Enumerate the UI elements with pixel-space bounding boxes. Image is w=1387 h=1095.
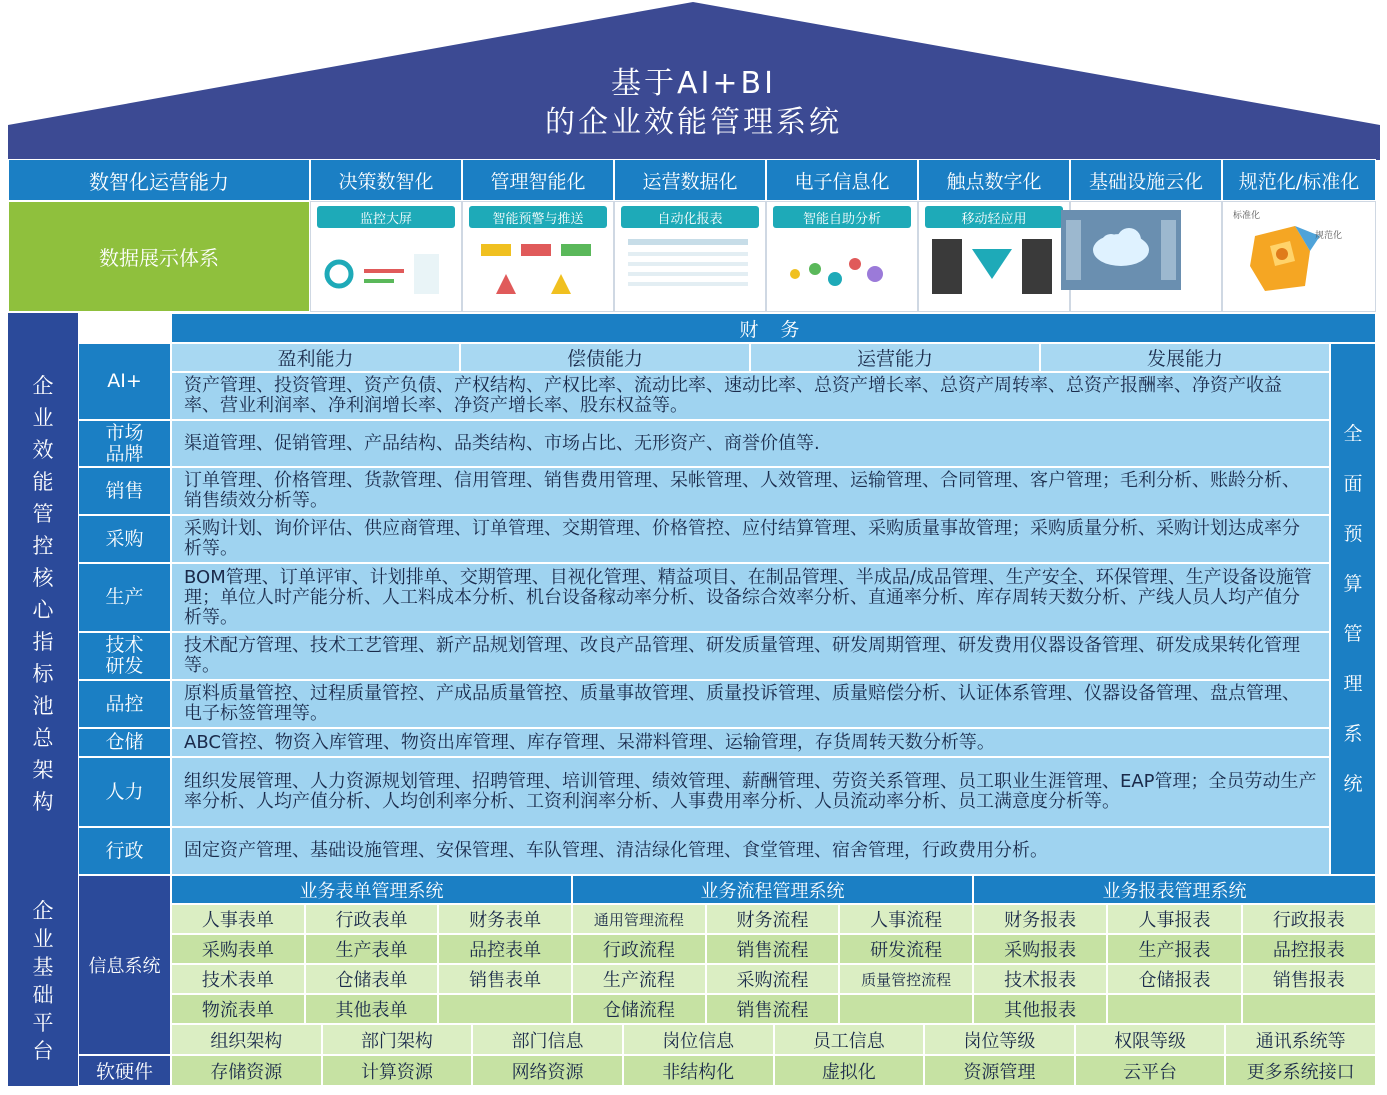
system-cell: 人事表单 <box>171 904 305 934</box>
dashboard-thumbnail <box>1070 201 1222 312</box>
row-indicator-content: 渠道管理、促销管理、产品结构、品类结构、市场占比、无形资产、商誉价值等. <box>171 420 1330 467</box>
thumbnail-title: 智能自助分析 <box>773 206 911 228</box>
dashboard-thumbnail <box>462 201 614 312</box>
row-category-label: 人力 <box>78 757 171 827</box>
hardware-resource-cell: 更多系统接口 <box>1225 1055 1376 1086</box>
system-cell: 财务流程 <box>706 904 840 934</box>
system-cell: 品控报表 <box>1242 934 1376 964</box>
org-info-cell: 岗位等级 <box>924 1024 1075 1055</box>
thumbnail-title: 自动化报表 <box>621 206 759 228</box>
hardware-resource-cell: 网络资源 <box>472 1055 623 1086</box>
base-platform-vertical-label <box>8 875 78 1086</box>
core-indicator-vertical-label <box>8 313 78 875</box>
dashboard-thumbnail <box>1222 201 1376 312</box>
capability-tab: 管理智能化 <box>462 159 614 201</box>
budget-system-vertical-label <box>1330 343 1376 875</box>
ops-capability-label: 数智化运营能力 <box>8 159 310 201</box>
dashboard-thumbnail <box>310 201 462 312</box>
system-cell: 生产流程 <box>572 964 706 994</box>
system-header: 业务流程管理系统 <box>572 875 973 904</box>
system-cell: 行政表单 <box>305 904 439 934</box>
row-indicator-content: 固定资产管理、基础设施管理、安保管理、车队管理、清洁绿化管理、食堂管理、宿舍管理，行政费用分析。 <box>171 827 1330 875</box>
finance-capability: 盈利能力 <box>171 343 460 372</box>
capability-tab: 运营数据化 <box>614 159 766 201</box>
system-cell <box>839 994 973 1024</box>
org-info-cell: 组织架构 <box>171 1024 322 1055</box>
capability-tab: 电子信息化 <box>766 159 918 201</box>
system-cell: 其他报表 <box>973 994 1107 1024</box>
system-cell: 销售流程 <box>706 934 840 964</box>
row-category-label: AI+ <box>78 343 171 420</box>
org-info-cell: 部门架构 <box>322 1024 473 1055</box>
system-cell: 质量管控流程 <box>839 964 973 994</box>
capability-tab: 决策数智化 <box>310 159 462 201</box>
system-cell <box>1242 994 1376 1024</box>
vertical-text: 企 业 基 础 平 台 <box>32 898 54 1063</box>
system-cell: 技术报表 <box>973 964 1107 994</box>
system-cell: 销售报表 <box>1242 964 1376 994</box>
row-indicator-content: 资产管理、投资管理、资产负债、产权结构、产权比率、流动比率、速动比率、总资产增长率、总资产周转率、总资产报酬率、净资产收益率、营业利润率、净利润增长率、净资产增长率、股东权益等。 <box>171 372 1330 420</box>
system-cell: 技术表单 <box>171 964 305 994</box>
row-indicator-content: 订单管理、价格管理、货款管理、信用管理、销售费用管理、呆帐管理、人效管理、运输管理、合同管理、客户管理；毛利分析、账龄分析、销售绩效分析等。 <box>171 467 1330 515</box>
row-indicator-content: 技术配方管理、技术工艺管理、新产品规划管理、改良产品管理、研发质量管理、研发周期管理、研发费用仪器设备管理、研发成果转化管理等。 <box>171 632 1330 680</box>
system-cell: 采购表单 <box>171 934 305 964</box>
thumbnail-title: 监控大屏 <box>317 206 455 228</box>
system-cell: 物流表单 <box>171 994 305 1024</box>
system-cell: 采购流程 <box>706 964 840 994</box>
row-category-label: 生产 <box>78 563 171 632</box>
finance-capability: 运营能力 <box>750 343 1040 372</box>
system-cell <box>438 994 572 1024</box>
system-cell: 人事流程 <box>839 904 973 934</box>
dashboard-thumbnail <box>766 201 918 312</box>
capability-tab: 触点数字化 <box>918 159 1070 201</box>
system-cell: 仓储流程 <box>572 994 706 1024</box>
org-info-cell: 通讯系统等 <box>1225 1024 1376 1055</box>
row-indicator-content: 组织发展管理、人力资源规划管理、招聘管理、培训管理、绩效管理、薪酬管理、劳资关系管理、员工职业生涯管理、EAP管理；全员劳动生产率分析、人均产值分析、人均创利率分析、工资利润率分析、人事费用率分析、人员流动率分析、员工满意度分析等。 <box>171 757 1330 827</box>
page-title-line2: 的企业效能管理系统 <box>545 105 842 140</box>
org-info-cell: 岗位信息 <box>623 1024 774 1055</box>
hardware-resource-cell: 非结构化 <box>623 1055 774 1086</box>
dashboard-thumbnail <box>918 201 1070 312</box>
hardware-resource-cell: 虚拟化 <box>774 1055 925 1086</box>
hardware-resource-cell: 计算资源 <box>322 1055 473 1086</box>
system-header: 业务报表管理系统 <box>973 875 1376 904</box>
thumbnail-title: 移动轻应用 <box>925 206 1063 228</box>
system-cell: 生产报表 <box>1107 934 1241 964</box>
vertical-text: 企 业 效 能 管 控 核 心 指 标 池 总 架 构 <box>32 374 54 814</box>
finance-capability: 发展能力 <box>1040 343 1330 372</box>
row-category-label: 销售 <box>78 467 171 515</box>
system-header: 业务表单管理系统 <box>171 875 572 904</box>
system-cell: 仓储表单 <box>305 964 439 994</box>
thumbnail-title: 智能预警与推送 <box>469 206 607 228</box>
system-cell: 财务报表 <box>973 904 1107 934</box>
system-cell: 仓储报表 <box>1107 964 1241 994</box>
row-category-label: 品控 <box>78 680 171 728</box>
row-category-label: 技术 研发 <box>78 632 171 680</box>
thumbnail-preview-icon <box>927 234 1057 304</box>
cube-label-standard: 标准化 <box>1233 211 1261 221</box>
hardware-label: 软硬件 <box>78 1055 171 1086</box>
system-cell <box>1107 994 1241 1024</box>
row-indicator-content: BOM管理、订单评审、计划排单、交期管理、目视化管理、精益项目、在制品管理、半成品/成品管理、生产安全、环保管理、生产设备设施管理；单位人时产能分析、人工料成本分析、机台设备稼动率分析、设备综合效率分析、直通率分析、库存周转天数分析、产线人员人均产值分析等。 <box>171 563 1330 632</box>
capability-tab: 基础设施云化 <box>1070 159 1222 201</box>
hardware-resource-cell: 存储资源 <box>171 1055 322 1086</box>
system-cell: 财务表单 <box>438 904 572 934</box>
org-info-cell: 部门信息 <box>472 1024 623 1055</box>
org-info-cell: 权限等级 <box>1075 1024 1226 1055</box>
thumbnail-preview-icon <box>775 234 905 304</box>
row-indicator-content: 采购计划、询价评估、供应商管理、订单管理、交期管理、价格管控、应付结算管理、采购质量事故管理；采购质量分析、采购计划达成率分析等。 <box>171 515 1330 563</box>
hardware-resource-cell: 资源管理 <box>924 1055 1075 1086</box>
row-category-label: 仓储 <box>78 728 171 757</box>
system-cell: 行政报表 <box>1242 904 1376 934</box>
system-cell: 人事报表 <box>1107 904 1241 934</box>
capability-tab: 规范化/标准化 <box>1222 159 1376 201</box>
system-cell: 其他表单 <box>305 994 439 1024</box>
hardware-resource-cell: 云平台 <box>1075 1055 1226 1086</box>
display-system-label: 数据展示体系 <box>8 201 310 312</box>
dashboard-thumbnail <box>614 201 766 312</box>
row-category-label: 采购 <box>78 515 171 563</box>
finance-capability: 偿债能力 <box>460 343 750 372</box>
system-cell: 品控表单 <box>438 934 572 964</box>
system-cell: 生产表单 <box>305 934 439 964</box>
vertical-text: 全 面 预 算 管 理 系 统 <box>1343 423 1363 795</box>
thumbnail-preview-icon <box>319 234 449 304</box>
row-indicator-content: 原料质量管控、过程质量管控、产成品质量管控、质量事故管理、质量投诉管理、质量赔偿分析、认证体系管理、仪器设备管理、盘点管理、电子标签管理等。 <box>171 680 1330 728</box>
page-title-line1: 基于AI+BI <box>611 66 776 101</box>
cube-label-norm: 规范化 <box>1315 231 1343 241</box>
finance-header: 财 务 <box>171 313 1376 343</box>
system-cell: 研发流程 <box>839 934 973 964</box>
cloud-datacenter-icon <box>1061 210 1181 290</box>
system-cell: 销售表单 <box>438 964 572 994</box>
standardization-cube-icon <box>1225 206 1365 296</box>
system-cell: 采购报表 <box>973 934 1107 964</box>
org-info-cell: 员工信息 <box>774 1024 925 1055</box>
thumbnail-preview-icon <box>623 234 753 304</box>
system-cell: 通用管理流程 <box>572 904 706 934</box>
thumbnail-preview-icon <box>471 234 601 304</box>
row-indicator-content: ABC管控、物资入库管理、物资出库管理、库存管理、呆滞料管理、运输管理，存货周转天数分析等。 <box>171 728 1330 757</box>
row-category-label: 行政 <box>78 827 171 875</box>
system-cell: 销售流程 <box>706 994 840 1024</box>
system-cell: 行政流程 <box>572 934 706 964</box>
row-category-label: 市场 品牌 <box>78 420 171 467</box>
info-system-label: 信息系统 <box>78 875 171 1055</box>
